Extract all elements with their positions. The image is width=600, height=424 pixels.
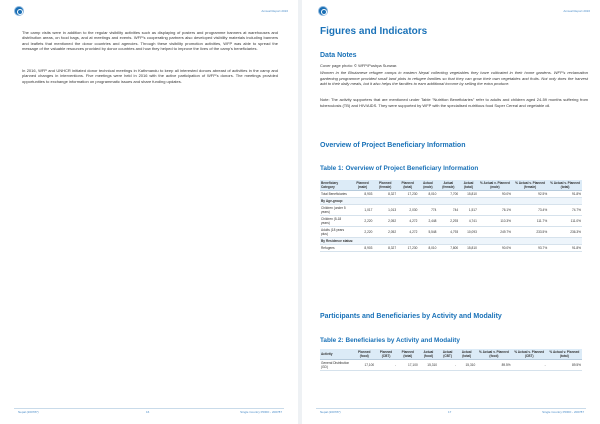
table-cell: 73.4%: [512, 205, 548, 216]
table-row: [320, 191, 582, 198]
column-header: Actual (CBT): [438, 349, 457, 360]
beneficiary-overview-table: [320, 180, 582, 252]
table-cell: 17,100: [353, 360, 375, 371]
table-cell: 15,310: [419, 360, 438, 371]
paragraph-visibility: The camp visits were in addition to the regular visibility activities such as displaying of posters and programme banners at warehouses and distribution areas, on food bags, and at meetings and events. WFP's cooperating partners also developed visibility materials including banners and leaflets that mentioned the donor countries and agencies. Through these visibility promotion activities, WFP was able to spread the message of the valuable resources provided by donor countries and how they helped to improve the lives of the camp's beneficiaries.: [22, 30, 278, 52]
table-cell: 8,010: [418, 191, 437, 198]
column-header: % Actual v. Planned (female): [512, 180, 548, 191]
column-header: Planned (total): [397, 349, 419, 360]
column-header: Beneficiary Category: [320, 180, 352, 191]
column-header: Actual (total): [459, 180, 478, 191]
table-cell: -: [512, 360, 547, 371]
table-section-row: [320, 238, 582, 245]
participants-heading: Participants and Beneficiaries by Activity and Modality: [320, 313, 502, 320]
table-row: [320, 245, 582, 252]
row-label: By Residence status:: [320, 238, 582, 245]
table-cell: 4,272: [397, 227, 418, 238]
column-header: % Actual v. Planned (total): [547, 349, 582, 360]
column-header: Activity: [320, 349, 353, 360]
table-cell: 2,052: [373, 227, 397, 238]
data-notes-heading: Data Notes: [320, 52, 357, 59]
table-cell: 92.5%: [512, 191, 548, 198]
column-header: Planned (food): [353, 349, 375, 360]
wfp-logo-icon: [14, 6, 24, 16]
table-row: [320, 216, 582, 227]
table-cell: 17,230: [397, 191, 418, 198]
page-header: Annual Report 2016: [563, 9, 590, 13]
activity-modality-table: [320, 349, 582, 371]
table-cell: 233.5%: [512, 227, 548, 238]
table-cell: 2,448: [418, 216, 437, 227]
table-cell: 2,220: [352, 216, 374, 227]
table-cell: 2,030: [397, 205, 418, 216]
column-header: Actual (male): [418, 180, 437, 191]
table-cell: 1,017: [352, 205, 374, 216]
table-cell: 249.7%: [478, 227, 512, 238]
footer-left: Nepal (200787): [18, 410, 39, 414]
table-cell: 111.7%: [512, 216, 548, 227]
page-number: 17: [448, 410, 452, 414]
column-header: Planned (total): [397, 180, 418, 191]
table-cell: 74.7%: [548, 205, 582, 216]
wfp-logo-icon: [318, 6, 328, 16]
footer-divider: [316, 408, 586, 409]
table-cell: 76.1%: [478, 205, 512, 216]
table-cell: 7,800: [437, 245, 459, 252]
table-cell: 236.3%: [548, 227, 582, 238]
table-section-row: [320, 198, 582, 205]
table2-title: Table 2: Beneficiaries by Activity and Modality: [320, 337, 460, 344]
table-cell: 91.8%: [548, 191, 582, 198]
table-cell: 2,220: [352, 227, 374, 238]
table-cell: 4,272: [397, 216, 418, 227]
overview-heading: Overview of Project Beneficiary Information: [320, 142, 466, 149]
column-header: Actual (total): [457, 349, 476, 360]
table-cell: 4,793: [437, 227, 459, 238]
column-header: % Actual v. Planned (male): [478, 180, 512, 191]
row-label: Total Beneficiaries: [320, 191, 352, 198]
table-row: [320, 227, 582, 238]
data-note: Note: The activity supporters that are mentioned under Table "Nutrition Beneficiaries" refer to adults and children aged 24-59 months suffering from tuberculosis (TB) and HIV/AIDS. They were supported by WFP with the specialised nutritious food Super Cereal and vegetable oil.: [320, 97, 588, 108]
row-label: Refugees: [320, 245, 352, 252]
left-page: [0, 0, 298, 424]
row-label: By Age-group:: [320, 198, 582, 205]
row-label: Children (under 5 years): [320, 205, 352, 216]
paragraph-donor-meetings: In 2016, WFP and UNHCR initiated donor technical meetings in Kathmandu to keep all interested donors abreast of activities in the camp and planned changes in interventions. Five meetings were held in 2016 with the active participation of WFP's donors. The meetings provided opportunities to exchange information on programmatic issues and share funding updates.: [22, 68, 278, 84]
footer-divider: [14, 408, 284, 409]
table-cell: 90.0%: [478, 245, 512, 252]
column-header: % Actual v. Planned (food): [476, 349, 511, 360]
column-header: Planned (CBT): [375, 349, 397, 360]
column-header: Planned (female): [373, 180, 397, 191]
table-cell: 1,517: [459, 205, 478, 216]
table-cell: 89.5%: [476, 360, 511, 371]
page-header: Annual Report 2016: [261, 9, 288, 13]
table-cell: 93.7%: [512, 245, 548, 252]
table-cell: 8,903: [352, 245, 374, 252]
table-cell: 1,013: [373, 205, 397, 216]
table-cell: 17,230: [397, 245, 418, 252]
footer-right: Single Country PRRO - 200787: [240, 410, 282, 414]
table-cell: 744: [437, 205, 459, 216]
row-label: Children (5-18 years): [320, 216, 352, 227]
row-label: General Distribution (GD): [320, 360, 353, 371]
table-cell: 5,548: [418, 227, 437, 238]
table-cell: 15,810: [459, 191, 478, 198]
table-cell: 8,903: [352, 191, 374, 198]
row-label: Adults (18 years plus): [320, 227, 352, 238]
table-cell: 15,810: [459, 245, 478, 252]
table-cell: 8,327: [373, 245, 397, 252]
table-row: [320, 205, 582, 216]
cover-credit: Cover page photo: © WFP/Pushpa Sunwar.: [320, 63, 398, 68]
table-cell: 17,100: [397, 360, 419, 371]
page-title: Figures and Indicators: [320, 26, 428, 37]
cover-caption: Women in the Bhutanese refugee camps in eastern Nepal collecting vegetables they have cultivated in their home gardens. WFP's reclamation gardening programme provided small land plots to refugee families so that they can grow their own vegetables and fruits. Not only does the harvest add to their daily meals, but it also helps the families to earn additional income by selling the extra produce.: [320, 70, 588, 86]
table-cell: 91.8%: [548, 245, 582, 252]
table-cell: 2,052: [373, 216, 397, 227]
column-header: % Actual v. Planned (CBT): [512, 349, 547, 360]
column-header: % Actual v. Planned (total): [550, 181, 581, 189]
table-cell: 2,293: [437, 216, 459, 227]
table-cell: 111.0%: [548, 216, 582, 227]
table-cell: 774: [418, 205, 437, 216]
table-cell: 8,327: [373, 191, 397, 198]
table-row: [320, 360, 582, 371]
table-cell: 7,700: [437, 191, 459, 198]
column-header: Planned (male): [352, 180, 374, 191]
page-number: 16: [146, 410, 150, 414]
table-cell: 4,741: [459, 216, 478, 227]
column-header: Actual (food): [419, 349, 438, 360]
table-cell: 90.0%: [478, 191, 512, 198]
table-cell: 110.3%: [478, 216, 512, 227]
table-cell: -: [375, 360, 397, 371]
column-header: Actual (female): [437, 180, 459, 191]
table-cell: 10,093: [459, 227, 478, 238]
footer-left: Nepal (200787): [320, 410, 341, 414]
table-cell: 8,010: [418, 245, 437, 252]
table-cell: 15,310: [457, 360, 476, 371]
right-page: [302, 0, 600, 424]
table1-title: Table 1: Overview of Project Beneficiary Information: [320, 165, 479, 172]
table-cell: 89.5%: [547, 360, 582, 371]
footer-right: Single Country PRRO - 200787: [542, 410, 584, 414]
table-cell: -: [438, 360, 457, 371]
